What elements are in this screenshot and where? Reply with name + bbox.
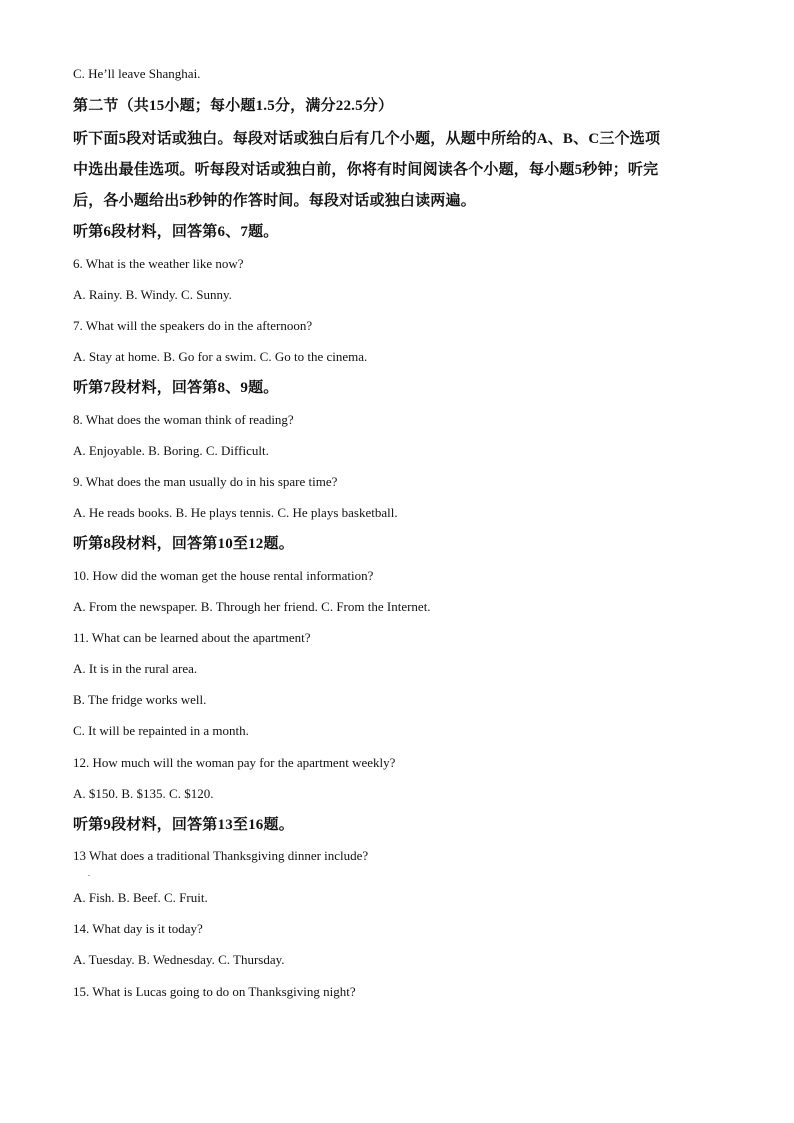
option-line: A. Enjoyable. B. Boring. C. Difficult. [73,443,269,458]
material-heading: 听第7段材料，回答第8、9题。 [73,380,279,396]
question-line: 12. How much will the woman pay for the apartment weekly? [73,755,396,770]
material-heading: 听第6段材料，回答第6、7题。 [73,224,279,240]
option-line: A. Tuesday. B. Wednesday. C. Thursday. [73,952,285,967]
option-line: A. From the newspaper. B. Through her friend. C. From the Internet. [73,599,431,614]
question-line: 9. What does the man usually do in his spare time? [73,474,338,489]
option-line: A. It is in the rural area. [73,661,198,676]
instruction-line: 后，各小题给出5秒钟的作答时间。每段对话或独白读两遍。 [73,193,476,209]
option-line: A. $150. B. $135. C. $120. [73,786,214,801]
instruction-line: 中选出最佳选项。听每段对话或独白前，你将有时间阅读各个小题，每小题5秒钟；听完 [73,162,659,178]
option-line: A. Fish. B. Beef. C. Fruit. [73,890,208,905]
instruction-line: 听下面5段对话或独白。每段对话或独白后有几个小题，从题中所给的A、B、C三个选项 [73,131,661,147]
question-line: 13 What does a traditional Thanksgiving dinner include? [73,848,369,863]
option-line: A. Rainy. B. Windy. C. Sunny. [73,287,232,302]
question-line: 10. How did the woman get the house rental information? [73,568,374,583]
option-line: A. Stay at home. B. Go for a swim. C. Go to the cinema. [73,349,368,364]
option-line: A. He reads books. B. He plays tennis. C. He plays basketball. [73,505,398,520]
question-line: 15. What is Lucas going to do on Thanksgiving night? [73,984,356,999]
material-heading: 听第9段材料，回答第13至16题。 [73,817,294,833]
option-line: C. It will be repainted in a month. [73,723,249,738]
material-heading: 听第8段材料，回答第10至12题。 [73,536,294,552]
question-line: 8. What does the woman think of reading? [73,412,294,427]
section-heading: 第二节（共15小题；每小题1.5分，满分22.5分） [73,98,394,114]
option-line: C. He’ll leave Shanghai. [73,66,201,81]
stray-mark: . [88,869,90,878]
question-line: 11. What can be learned about the apartment? [73,630,311,645]
question-line: 6. What is the weather like now? [73,256,244,271]
question-line: 7. What will the speakers do in the afternoon? [73,318,313,333]
question-line: 14. What day is it today? [73,921,203,936]
option-line: B. The fridge works well. [73,692,207,707]
